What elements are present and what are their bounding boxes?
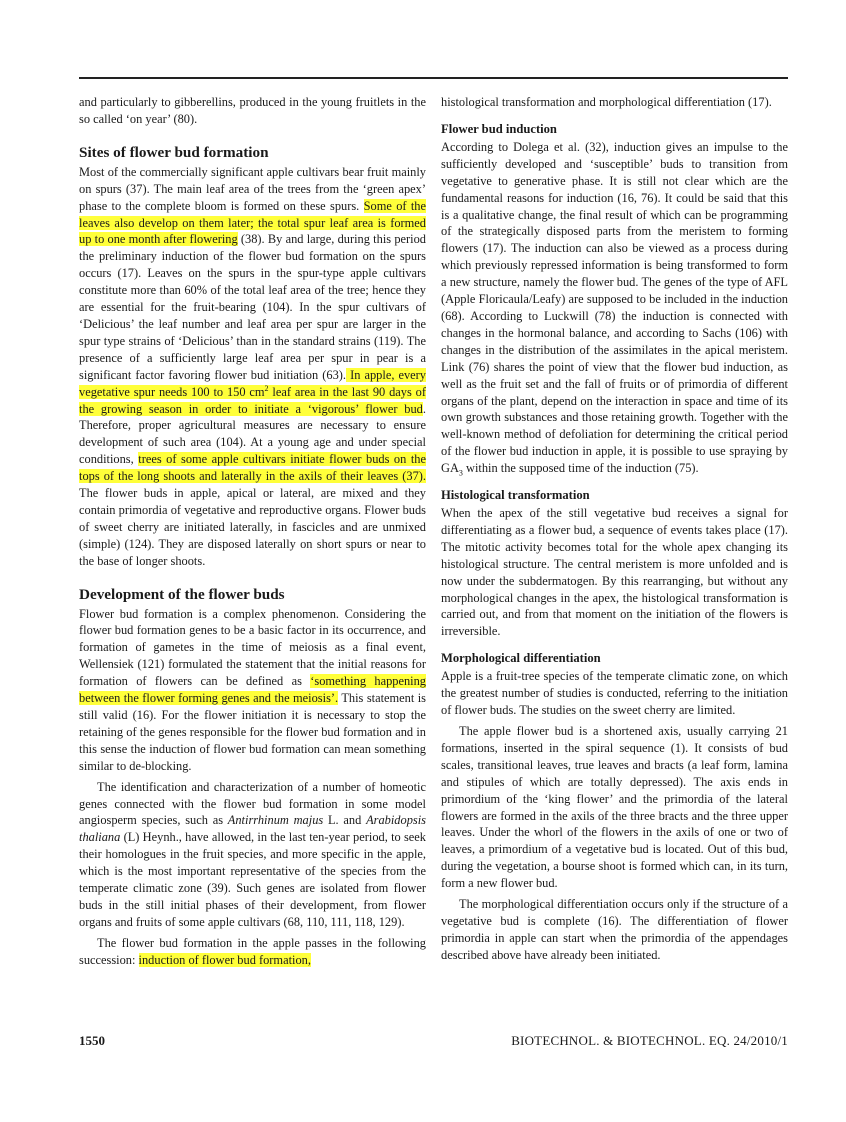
journal-footer: BIOTECHNOL. & BIOTECHNOL. EQ. 24/2010/1: [511, 1033, 788, 1048]
paragraph: Apple is a fruit-tree species of the temperate climatic zone, on which the greatest number of studies is conducted, referring to the initiation of flower buds. The studies on the sweet cherry are limited.: [441, 669, 788, 718]
paragraph: [79, 779, 426, 931]
paragraph: [79, 606, 426, 775]
subsection-heading: Morphological differentiation: [441, 651, 601, 666]
left-column: [79, 94, 426, 969]
highlighted-text: induction of flower bud formation,: [138, 952, 311, 967]
paragraph: The morphological differentiation occurs only if the structure of a vegetative bud is complete (16). The differentiation of flower primordia in apple can start when the primordia of the appendages described above have already been initiated.: [441, 897, 788, 962]
highlighted-text: Some of the leaves also develop on them later; the total spur leaf area is formed up to one month after flowering: [79, 198, 426, 247]
text: In apple, every vegetative spur needs 100 to 150 cm: [79, 367, 426, 399]
section-heading: Sites of flower bud formation: [79, 143, 269, 161]
paragraph: [441, 139, 788, 477]
text: (38). By and large, during this period the preliminary induction of the flower bud formation on the spurs occurs (17). Leaves on the spurs in the spur-type apple cultivars constitute more than 60% of the total leaf area of the tree; hence they are essential for the fruit-bearing (104). In the spur cultivars of ‘Delicious’ the leaf number and leaf area per spur are larger in the spur type strains of ‘Delicious’ than in the standard strains (119). The presence of a sufficiently large leaf area per spur in pear is a significant factor favoring flower bud initiation (63).: [79, 232, 426, 382]
highlighted-text: trees of some apple cultivars initiate flower buds on the tops of the long shoots and laterally in the axils of their leaves (37).: [79, 452, 426, 484]
text: L. and: [323, 813, 367, 828]
subsection-heading: Histological transformation: [441, 488, 590, 503]
text: The identification and characterization of a number of homeotic genes connected with the flower bud formation in some model angiosperm species, such as: [79, 779, 426, 828]
paragraph: histological transformation and morphological differentiation (17).: [441, 95, 772, 109]
right-column: [441, 94, 788, 964]
paragraph: The apple flower bud is a shortened axis, usually carrying 21 formations, inserted in the spiral sequence (1). It consists of bud scales, transitional leaves, true leaves and bracts (a leaf form, lamina and stipules of which are totally depressed). The axis ends in primordium of the ‘king flower’ and the primordia of the lateral flowers are formed in the axils of the three bracts and the three upper leaves. Under the whorl of the flowers in the axils of one or two of leaves, a primordium of a vegetative bud is located. Out of this bud, during the vegetation, a bourse shoot is formed which can, in its turn, form a new flower bud.: [441, 724, 788, 891]
species-name: Antirrhinum majus: [227, 813, 324, 828]
header-rule: [79, 77, 788, 79]
text: (L) Heynh., have allowed, in the last ten-year period, to seek their homologues in the fruit species, and more specific in the apple, which is the most important representative of the species from the temperate climatic zone (39). Such genes are isolated from flower buds in the still initial phases of their development, from flower organs and fruits of some apple cultivars (68, 110, 111, 118, 129).: [79, 830, 426, 929]
text: The flower bud formation in the apple passes in the following succession:: [79, 935, 426, 967]
text: The flower buds in apple, apical or lateral, are mixed and they contain primordia of vegetative and reproductive organs. Flower buds of sweet cherry are initiated laterally, in fascicles and are unmixed (simple) (124). They are disposed laterally on short spurs or near to the base of longer shoots.: [79, 486, 426, 568]
text: Flower bud formation is a complex phenomenon. Considering the flower bud formation genes to be a basic factor in its occurrence, and formation of gametes in the time of meiosis as a final event, Wellensiek (121) formulated the statement that the initial reasons for formation of flowers can be defined as: [79, 606, 426, 689]
subscript: 3: [458, 468, 463, 478]
highlighted-text: ‘something happening between the flower forming genes and the meiosis’.: [79, 674, 426, 706]
species-name: Arabidopsis thaliana: [79, 813, 426, 845]
paragraph: When the apex of the still vegetative bud receives a signal for differentiating as a flower bud, a sequence of events takes place (17). The mitotic activity becomes total for the whole apex changing its histological structure. The central meristem is more unfolded and is now under the subdermatogen. By this rearranging, but without any morphological changes in the apex, the histological transformation is carried out, and from that moment on the initiation of the flowers is irreversible.: [441, 506, 788, 639]
text: within the supposed time of the induction (75).: [462, 461, 699, 476]
text: Most of the commercially significant apple cultivars bear fruit mainly on spurs (37). The main leaf area of the trees from the ‘green apex’ phase to the complete bloom is formed on these spurs.: [79, 164, 426, 213]
paragraph: [79, 935, 426, 969]
superscript: 2: [264, 383, 269, 393]
text: . Therefore, proper agricultural measures are necessary to ensure development of such area (104). At a young age and under special conditions,: [79, 401, 426, 467]
text: leaf area in the last 90 days of the growing season in order to initiate a ‘vigorous’ flower bud: [79, 384, 426, 416]
paragraph: [79, 164, 426, 570]
text: According to Dolega et al. (32), induction gives an impulse to the sufficiently developed and ‘susceptible’ buds to transition from vegetative to generative phase. It is still not clear which are the fundamental reasons for induction (16, 76). It could be said that this is a qualitative change, the final result of which can be programming of the strategically disposed parts from the meristem to forming flowers (17). The induction can also be viewed as a process during which previously repressed information is being transformed to form a new structure, namely the flower bud. The genes of the type of AFL (Apple Floricaula/Leafy) are supposed to be included in the induction (68). According to Luckwill (78) the induction is connected with changes in the hormonal balance, and according to Sachs (106) with changes in the distribution of the assimilates in the apical meristem. Link (76) shares the point of view that the flower bud induction, as well as the fruit set and the fall of fruits or of primordia of different organs of the plant, depend on the interaction in space and time of its own growth substances and those retaining growth. Together with the well-known method of defoliation for determining the critical period of the flower bud induction in apple, it is possible to use spraying by GA: [441, 139, 788, 476]
text: This statement is still valid (16). For the flower initiation it is necessary to stop the retaining of the genes responsible for the flower bud formation and in this sense the induction of flower bud formation can mean something similar to de-blocking.: [79, 691, 427, 773]
subsection-heading: Flower bud induction: [441, 121, 557, 136]
paragraph: and particularly to gibberellins, produced in the young fruitlets in the so called ‘on year’ (80).: [79, 95, 426, 126]
page-number: 1550: [79, 1033, 105, 1048]
section-heading: Development of the flower buds: [79, 585, 285, 603]
